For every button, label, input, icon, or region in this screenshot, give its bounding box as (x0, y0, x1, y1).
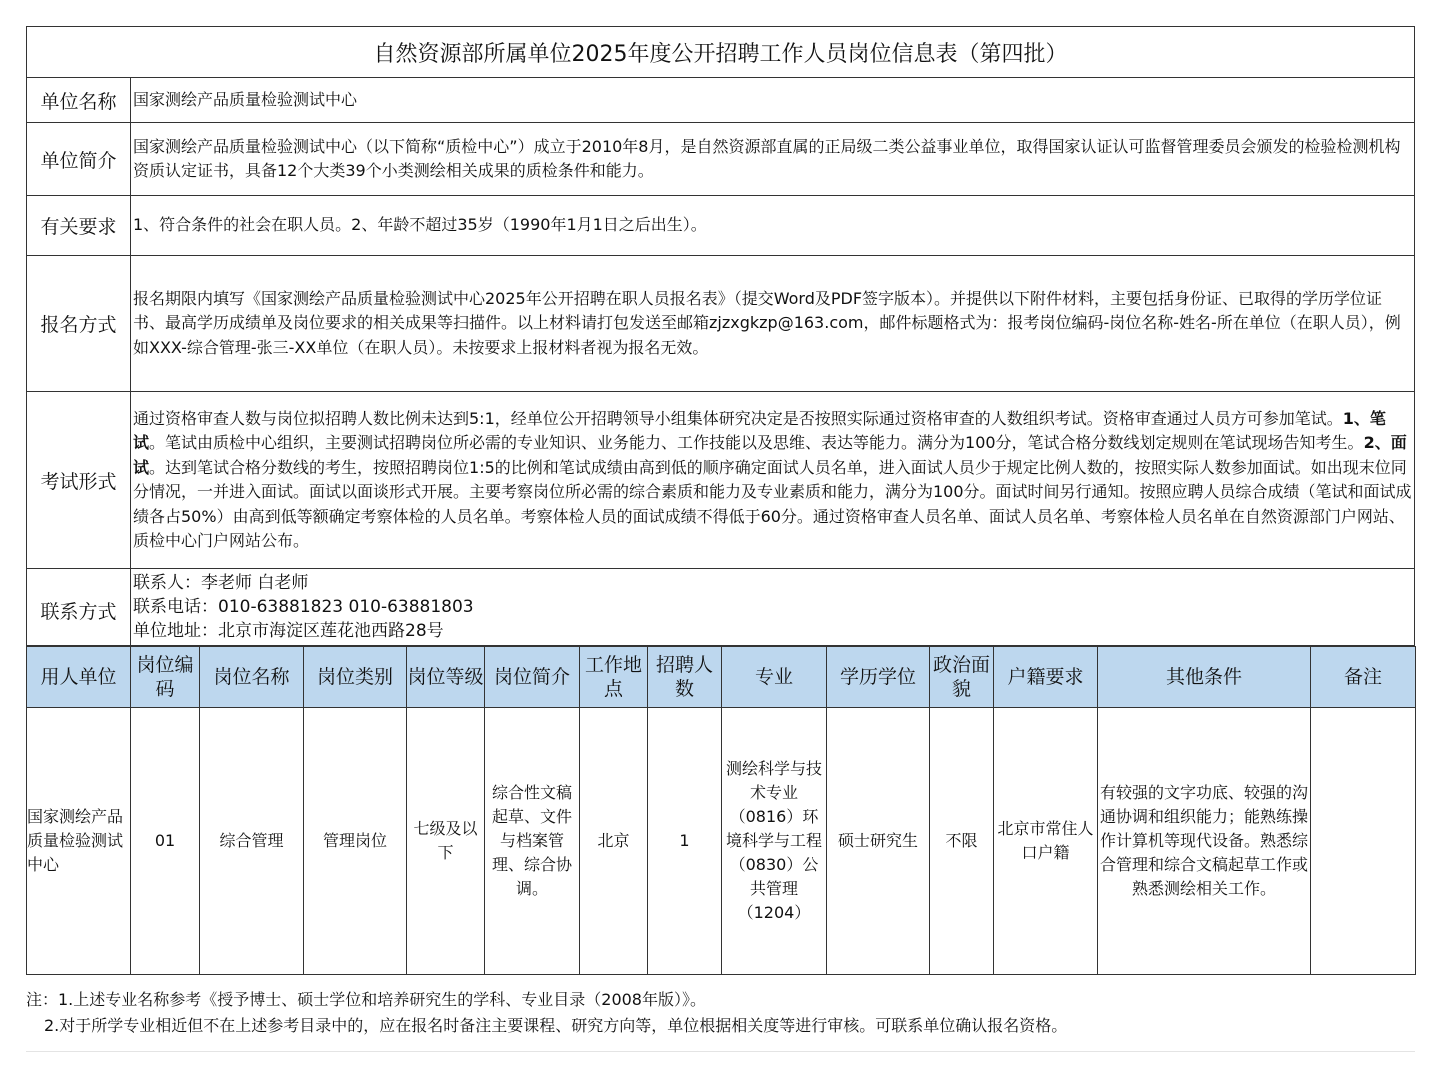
col-header-unit: 用人单位 (27, 647, 131, 708)
exam-value (131, 392, 1414, 568)
contact-person: 联系人：李老师 白老师 (133, 573, 309, 593)
page-title: 自然资源部所属单位2025年度公开招聘工作人员岗位信息表（第四批） (26, 26, 1415, 78)
col-header-intro: 岗位简介 (485, 647, 580, 708)
requirements-label: 有关要求 (27, 196, 131, 255)
exam-written-heading: 1、笔试 (133, 408, 1386, 452)
job-table-header-row (27, 647, 1416, 708)
cell-name: 综合管理 (200, 708, 304, 975)
col-header-level: 岗位等级 (407, 647, 485, 708)
col-header-politics: 政治面貌 (930, 647, 994, 708)
col-header-major: 专业 (722, 647, 827, 708)
exam-row (26, 392, 1415, 569)
job-table (26, 646, 1416, 975)
exam-interview-heading: 2、面试 (133, 433, 1407, 477)
exam-text (133, 407, 1412, 554)
cell-major: 测绘科学与技术专业（0816）环境科学与工程（0830）公共管理（1204） (722, 708, 827, 975)
col-header-hukou: 户籍要求 (994, 647, 1098, 708)
cell-category: 管理岗位 (304, 708, 407, 975)
unit-name-text: 国家测绘产品质量检验测试中心 (133, 89, 358, 109)
unit-name-row (26, 78, 1415, 123)
contact-label: 联系方式 (27, 569, 131, 645)
cell-degree: 硕士研究生 (827, 708, 930, 975)
contact-phone: 联系电话：010-63881823 010-63881803 (133, 597, 474, 617)
cell-other: 有较强的文字功底、较强的沟通协调和组织能力；能熟练操作计算机等现代设备。熟悉综合管理和综合文稿起草工作或熟悉测绘相关工作。 (1098, 708, 1311, 975)
unit-name-value (131, 78, 1414, 122)
exam-part3: 。达到笔试合格分数线的考生，按照招聘岗位1:5的比例和笔试成绩由高到低的顺序确定面试人员名单，进入面试人员少于规定比例人数的，按照实际人数参加面试。如出现末位同分情况，一并进入面试。面试以面谈形式开展。主要考察岗位所必需的综合素质和能力及专业素质和能力，满分为100分。面试时间另行通知。按照应聘人员综合成绩（笔试和面试成绩各占50%）由高到低等额确定考察体检的人员名单。考察体检人员的面试成绩不得低于60分。通过资格审查人员名单、面试人员名单、考察体检人员名单在自然资源部门户网站、质检中心门户网站公布。 (133, 457, 1412, 550)
col-header-remark: 备注 (1311, 647, 1416, 708)
cell-unit: 国家测绘产品质量检验测试中心 (27, 708, 131, 975)
col-header-name: 岗位名称 (200, 647, 304, 708)
apply-label: 报名方式 (27, 256, 131, 391)
exam-part2: 。笔试由质检中心组织，主要测试招聘岗位所必需的专业知识、业务能力、工作技能以及思维、表达等能力。满分为100分，笔试合格分数线划定规则在笔试现场告知考生。 (149, 433, 1364, 452)
requirements-value (131, 196, 1414, 255)
col-header-code: 岗位编码 (131, 647, 200, 708)
unit-intro-text: 国家测绘产品质量检验测试中心（以下简称“质检中心”）成立于2010年8月，是自然资源部直属的正局级二类公益事业单位，取得国家认证认可监督管理委员会颁发的检验检测机构资质认定证书，具备12个大类39个小类测绘相关成果的质检条件和能力。 (133, 136, 1401, 180)
cell-remark (1311, 708, 1416, 975)
cell-politics: 不限 (930, 708, 994, 975)
contact-address: 单位地址：北京市海淀区莲花池西路28号 (133, 621, 444, 641)
cell-level: 七级及以下 (407, 708, 485, 975)
exam-part1: 通过资格审查人数与岗位拟招聘人数比例未达到5:1，经单位公开招聘领导小组集体研究决定是否按照实际通过资格审查的人数组织考试。资格审查通过人员方可参加笔试。 (133, 408, 1343, 428)
col-header-degree: 学历学位 (827, 647, 930, 708)
unit-intro-row (26, 123, 1415, 196)
cell-code: 01 (131, 708, 200, 975)
recruitment-sheet (26, 26, 1415, 975)
contact-value (131, 569, 1414, 645)
table-row (27, 708, 1416, 975)
notes-section (26, 973, 1415, 1052)
col-header-other: 其他条件 (1098, 647, 1311, 708)
requirements-text: 1、符合条件的社会在职人员。2、年龄不超过35岁（1990年1月1日之后出生）。 (133, 215, 707, 235)
unit-name-label: 单位名称 (27, 78, 131, 122)
unit-intro-label: 单位简介 (27, 123, 131, 195)
cell-intro: 综合性文稿起草、文件与档案管理、综合协调。 (485, 708, 580, 975)
col-header-count: 招聘人数 (648, 647, 722, 708)
cell-hukou: 北京市常住人口户籍 (994, 708, 1098, 975)
col-header-category: 岗位类别 (304, 647, 407, 708)
cell-location: 北京 (580, 708, 648, 975)
col-header-location: 工作地点 (580, 647, 648, 708)
apply-text: 报名期限内填写《国家测绘产品质量检验测试中心2025年公开招聘在职人员报名表》（提交Word及PDF签字版本）。并提供以下附件材料，主要包括身份证、已取得的学历学位证书、最高学历成绩单及岗位要求的相关成果等扫描件。以上材料请打包发送至邮箱zjzxgkzp@163.com，邮件标题格式为：报考岗位编码-岗位名称-姓名-所在单位（在职人员），例如XXX-综合管理-张三-XX单位（在职人员）。未按要求上报材料者视为报名无效。 (133, 288, 1401, 357)
apply-row (26, 256, 1415, 392)
apply-value (131, 256, 1414, 391)
requirements-row (26, 196, 1415, 256)
cell-count: 1 (648, 708, 722, 975)
exam-label: 考试形式 (27, 392, 131, 568)
note-line-2: 2.对于所学专业相近但不在上述参考目录中的，应在报名时备注主要课程、研究方向等，单位根据相关度等进行审核。可联系单位确认报名资格。 (44, 1016, 1068, 1035)
contact-row (26, 569, 1415, 646)
unit-intro-value (131, 123, 1414, 195)
note-line-1: 注：1.上述专业名称参考《授予博士、硕士学位和培养研究生的学科、专业目录（2008年版）》。 (26, 990, 706, 1009)
